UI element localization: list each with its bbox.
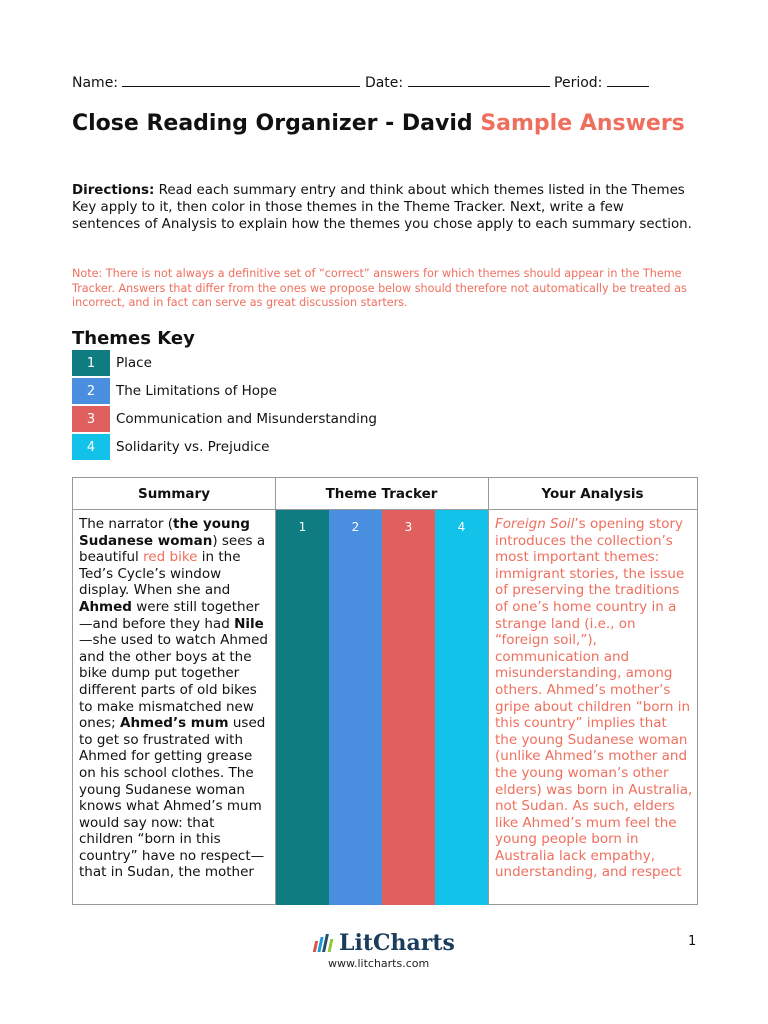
litcharts-logo[interactable] xyxy=(314,930,455,956)
analysis-text: ’s opening story introduces the collection’s most important themes: immigrant stories, the issue of preserving the traditions of one’s home country in a strange land (i.e., on “foreign soil,”), communication and misunderstanding, among others. Ahmed’s mother’s gripe about children “born in this country” implies that the young Sudanese woman (unlike Ahmed’s mother and the young woman’s other elders) was born in Australia, not Sudan. As such, elders like Ahmed’s mum feel the young people born in Australia lack empathy, understanding, and respect xyxy=(495,516,693,881)
summary-text: used to get so frustrated with Ahmed for getting grease on his school clothes. The young Sudanese woman knows what Ahmed’s mum would say now: that children “born in this country” have no respect—that in Sudan, the mother xyxy=(79,715,266,881)
summary-text: were still together—and before they had xyxy=(79,598,260,632)
date-blank xyxy=(408,73,550,87)
summary-text: in the Ted’s Cycle’s window display. When she and xyxy=(79,549,241,599)
name-blank xyxy=(122,73,360,87)
theme-key-item-2 xyxy=(72,378,277,404)
name-label: Name: xyxy=(72,75,119,91)
header-summary: Summary xyxy=(73,478,275,510)
theme-key-label: Place xyxy=(116,355,152,371)
column-divider xyxy=(488,478,489,904)
summary-text: ) sees a beautiful xyxy=(79,532,266,566)
directions-label: Directions: xyxy=(72,183,155,198)
date-label: Date: xyxy=(364,75,404,91)
directions xyxy=(72,182,692,233)
summary-cell xyxy=(79,516,271,902)
book-title: Foreign Soil xyxy=(495,516,575,532)
theme-tracker-column-4[interactable] xyxy=(435,510,488,905)
theme-key-number: 4 xyxy=(72,434,110,460)
directions-text: Read each summary entry and think about which themes listed in the Themes Key apply to it, then color in those themes in the Theme Tracker. Next, write a few sentences of Analysis to explain how the themes you chose apply to each summary section. xyxy=(72,183,692,232)
character-name: Ahmed’s mum xyxy=(120,715,229,732)
logo-text: LitCharts xyxy=(339,930,455,956)
title-accent: Sample Answers xyxy=(480,111,685,136)
analysis-cell xyxy=(495,516,693,902)
header-your-analysis: Your Analysis xyxy=(488,478,697,510)
theme-key-item-3 xyxy=(72,406,377,432)
summary-text: —she used to watch Ahmed and the other boys at the bike dump put together different parts of old bikes to make mismatched new ones; xyxy=(79,632,268,732)
themes-key-heading: Themes Key xyxy=(72,328,195,349)
page-title xyxy=(72,110,692,138)
theme-key-label: Communication and Misunderstanding xyxy=(116,411,377,427)
logo-bars-icon xyxy=(314,934,334,952)
theme-key-label: The Limitations of Hope xyxy=(116,383,277,399)
period-label: Period: xyxy=(554,75,603,91)
theme-tracker-column-1[interactable] xyxy=(276,510,329,905)
student-info-line xyxy=(72,73,649,91)
header-theme-tracker: Theme Tracker xyxy=(275,478,488,510)
note: Note: There is not always a definitive set of “correct” answers for which themes should appear in the Theme Tracker. Answers that differ from the ones we propose below should therefore not automatically be treated as incorrect, and in fact can serve as great discussion starters. xyxy=(72,267,687,309)
theme-key-item-1 xyxy=(72,350,152,376)
symbol-highlight: red bike xyxy=(143,549,198,566)
character-name: the young Sudanese woman xyxy=(79,516,250,549)
theme-key-item-4 xyxy=(72,434,269,460)
organizer-table xyxy=(72,477,698,905)
tracker-number: 4 xyxy=(457,520,466,534)
theme-tracker-column-3[interactable] xyxy=(382,510,435,905)
footer-url[interactable]: www.litcharts.com xyxy=(328,957,430,970)
period-blank xyxy=(607,73,649,87)
tracker-number: 3 xyxy=(404,520,413,534)
character-name: Nile xyxy=(234,615,264,632)
theme-tracker-column-2[interactable] xyxy=(329,510,382,905)
theme-key-number: 3 xyxy=(72,406,110,432)
tracker-number: 1 xyxy=(298,520,307,534)
theme-key-label: Solidarity vs. Prejudice xyxy=(116,439,270,455)
theme-key-number: 2 xyxy=(72,378,110,404)
title-main: Close Reading Organizer - David xyxy=(72,111,481,136)
summary-text: The narrator ( xyxy=(79,516,174,532)
page-number: 1 xyxy=(688,934,697,949)
tracker-number: 2 xyxy=(351,520,360,534)
theme-key-number: 1 xyxy=(72,350,110,376)
character-name: Ahmed xyxy=(79,598,132,615)
